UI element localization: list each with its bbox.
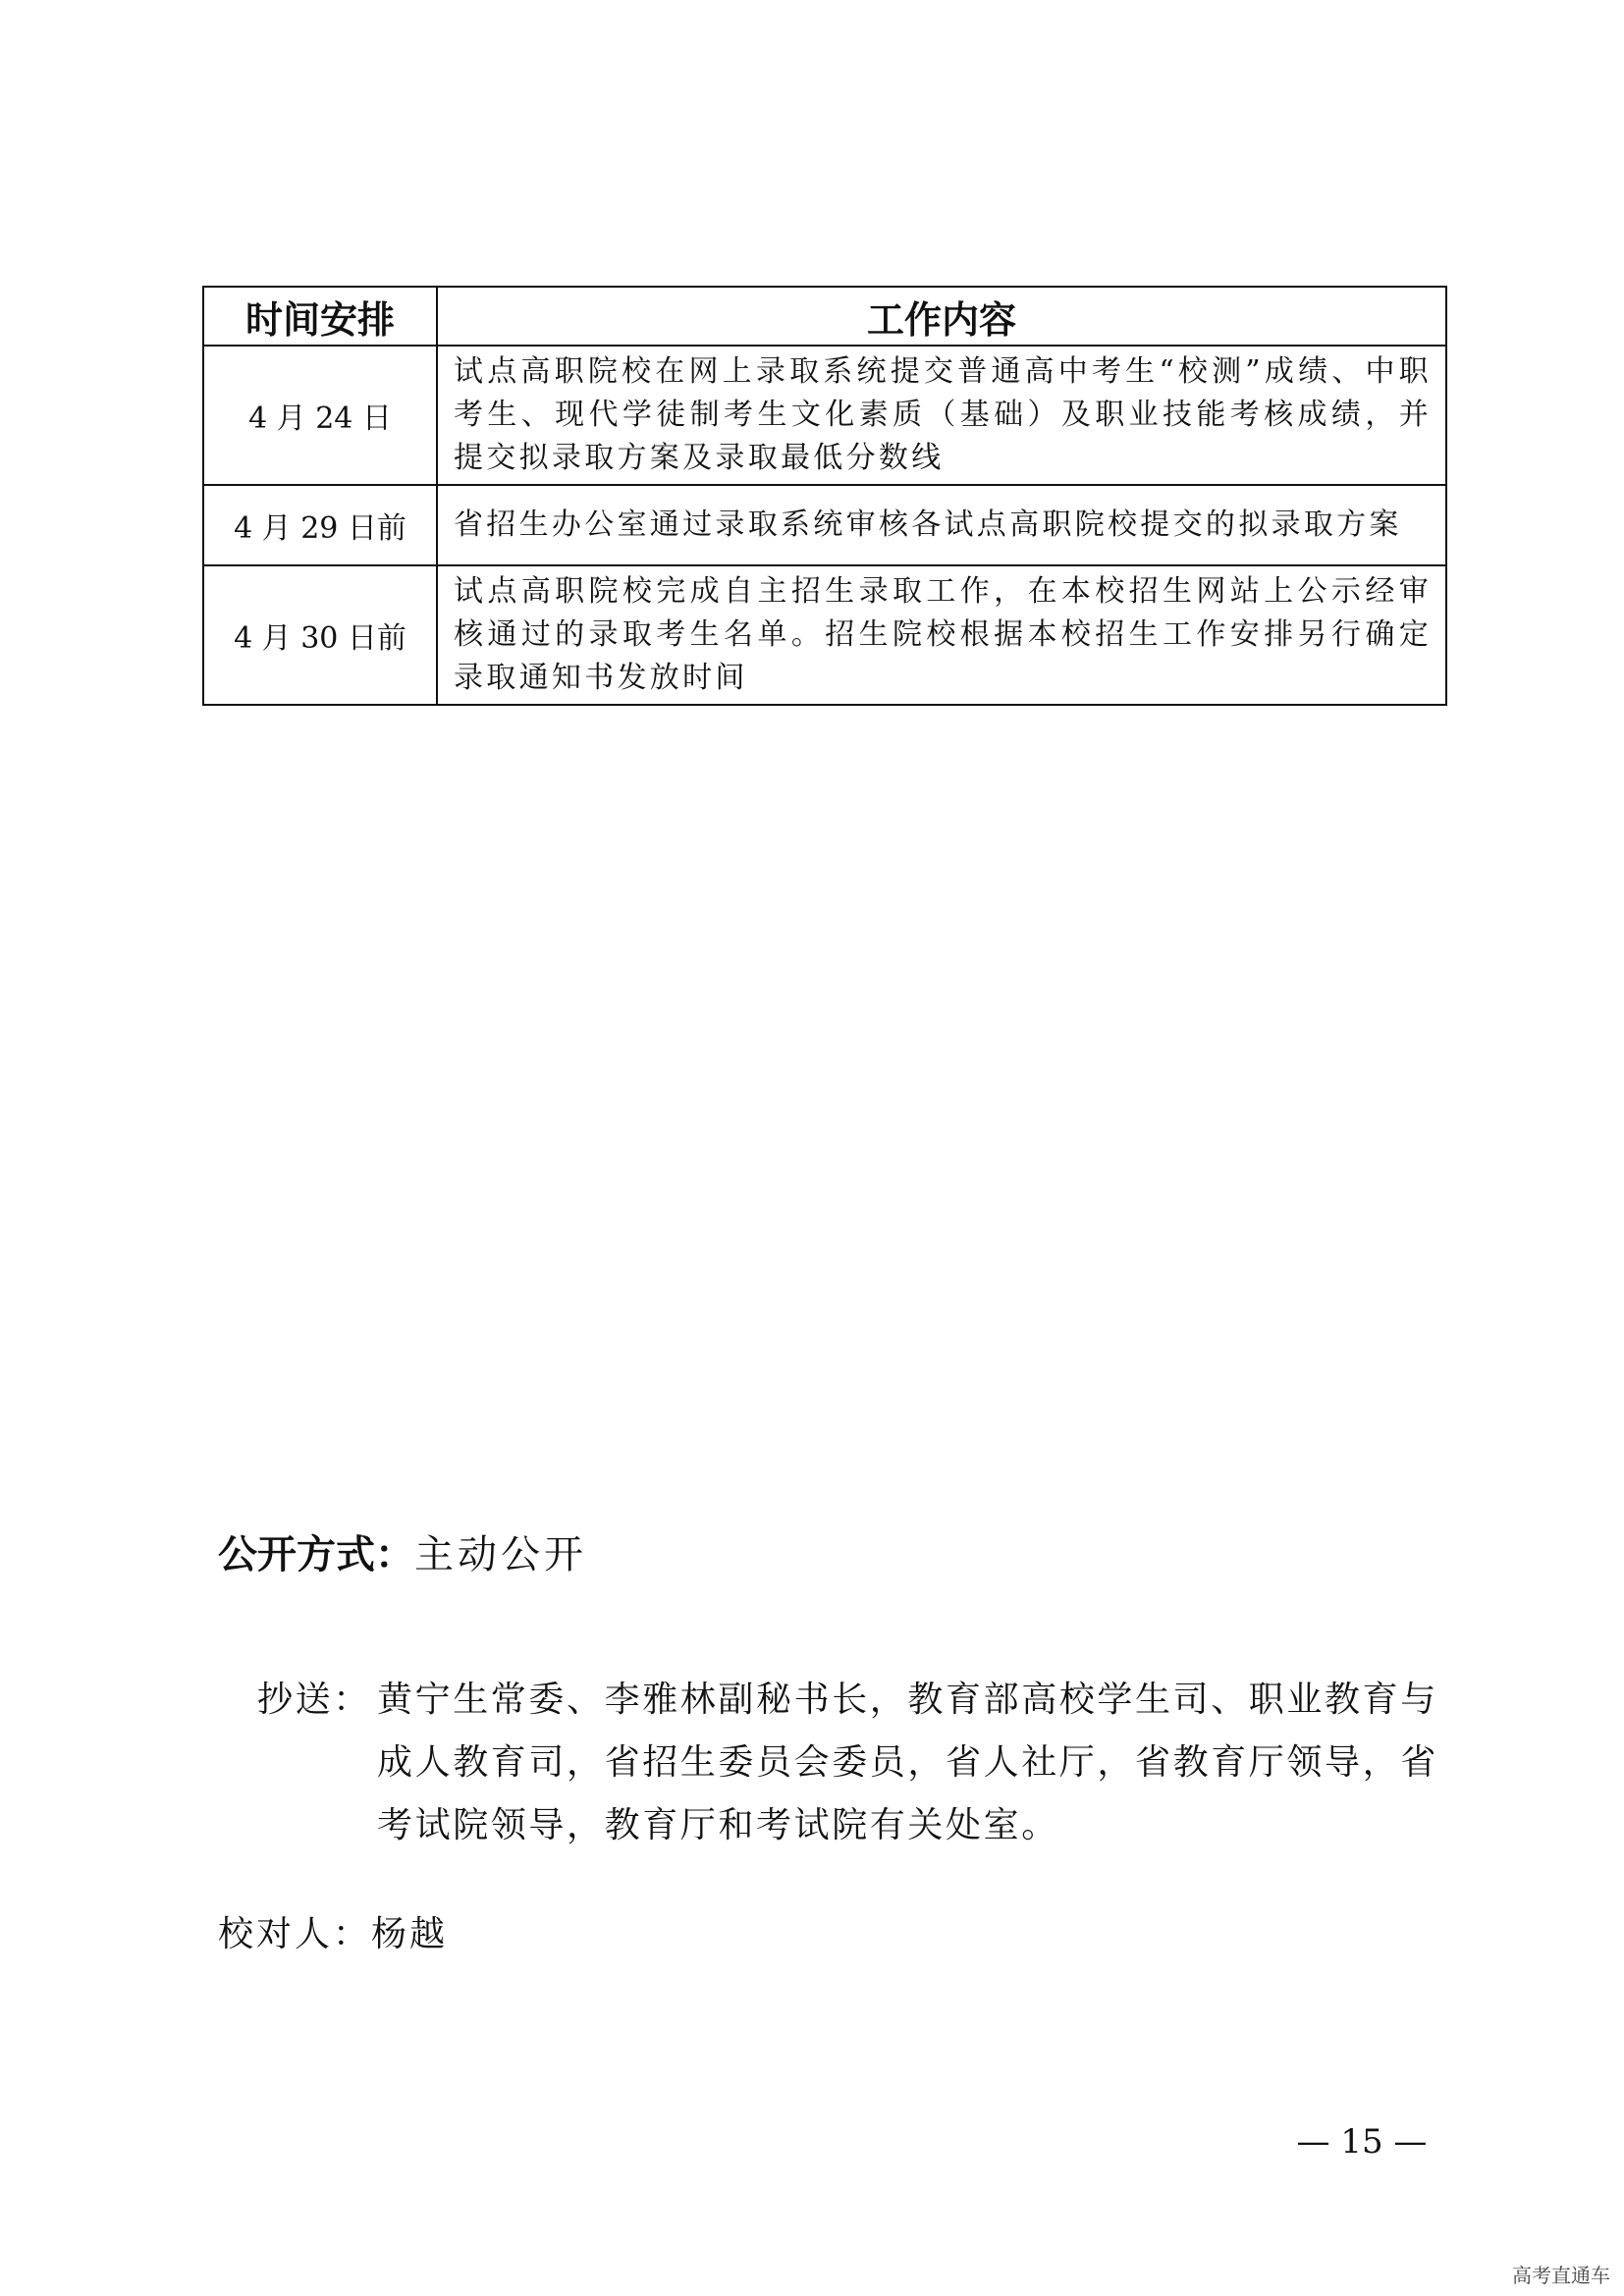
table-row	[203, 485, 1446, 565]
time-cell: 4 月 24 日	[203, 346, 437, 485]
header-content: 工作内容	[437, 287, 1446, 346]
table-header-row	[203, 287, 1446, 346]
content-cell: 试点高职院校在网上录取系统提交普通高中考生“校测”成绩、中职考生、现代学徒制考生文化素质（基础）及职业技能考核成绩，并提交拟录取方案及录取最低分数线	[437, 346, 1446, 485]
time-cell: 4 月 29 日前	[203, 485, 437, 565]
cc-label: 抄送：	[257, 1680, 371, 1720]
time-cell: 4 月 30 日前	[203, 565, 437, 705]
cc-block	[257, 1669, 1447, 1857]
table-row	[203, 346, 1446, 485]
table-row	[203, 565, 1446, 705]
watermark: 高考直通车	[1512, 2264, 1610, 2287]
page-number: — 15 —	[1296, 2122, 1428, 2162]
header-time: 时间安排	[203, 287, 437, 346]
disclosure-label: 公开方式：	[218, 1532, 414, 1577]
disclosure-line	[218, 1523, 587, 1579]
proofreader: 校对人：杨越	[218, 1914, 449, 1954]
cc-recipients: 黄宁生常委、李雅林副秘书长，教育部高校学生司、职业教育与成人教育司，省招生委员会委员，省人社厅，省教育厅领导，省考试院领导，教育厅和考试院有关处室。	[377, 1680, 1438, 1845]
content-cell: 省招生办公室通过录取系统审核各试点高职院校提交的拟录取方案	[437, 485, 1446, 565]
schedule-table	[202, 286, 1447, 706]
disclosure-value: 主动公开	[414, 1532, 587, 1577]
content-cell: 试点高职院校完成自主招生录取工作，在本校招生网站上公示经审核通过的录取考生名单。招生院校根据本校招生工作安排另行确定录取通知书发放时间	[437, 565, 1446, 705]
